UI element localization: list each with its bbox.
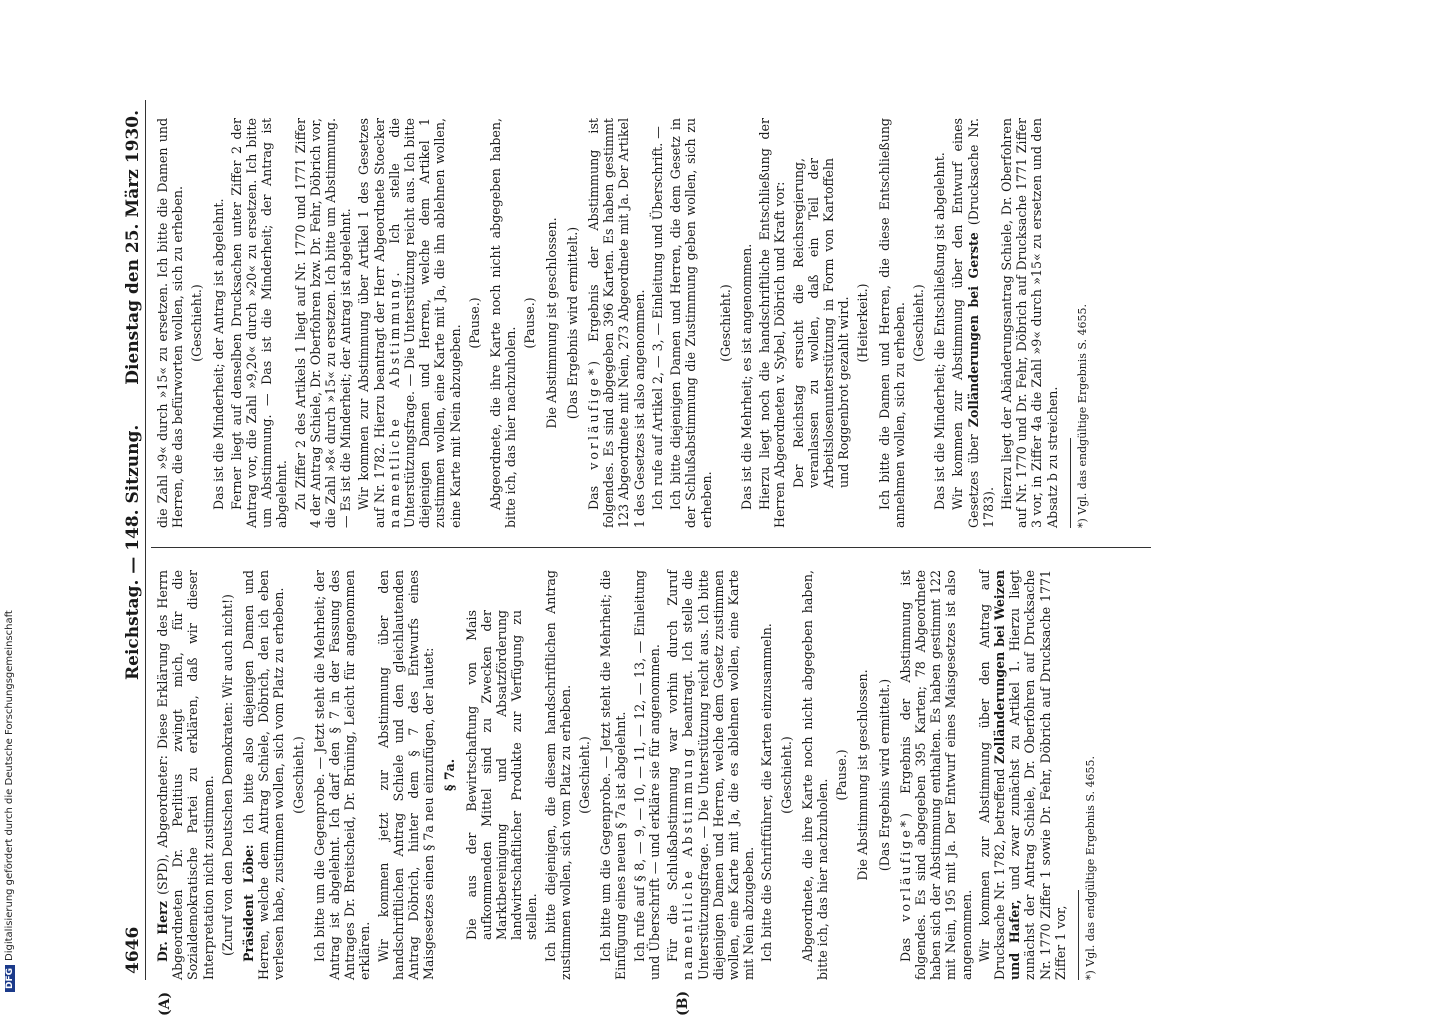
stage-direction: (Geschieht.) bbox=[717, 284, 733, 362]
left-column bbox=[155, 570, 1101, 980]
paragraph: Ich bitte die Schriftführer, die Karten einzusammeln. bbox=[759, 623, 775, 962]
paragraph: Das vorläufige*) Ergebnis der Abstimmung ist folgendes. Es sind abgegeben 396 Karten. Es haben gestimmt 123 Abgeordnete mit Nein, 273 Abgeordnete mit Ja. Der Artikel 1 des Gesetzes ist also angenommen. bbox=[586, 118, 647, 528]
margin-marker-b: (B) bbox=[675, 990, 691, 1016]
paragraph: Das vorläufige*) Ergebnis der Abstimmung ist folgendes. Es sind abgegeben 395 Karten; 78 Abgeordnete haben sich der Abstimmung enthalten. Es haben gestimmt 122 mit Nein, 195 mit Ja. Der Entwurf eines Maisgesetzes ist also angenommen. bbox=[897, 570, 974, 980]
paragraph: Für die Schlußabstimmung war vorhin durch Zuruf namentliche Abstimmung beantragt. Ich stelle die Unterstützungsfrage. — Die Unterstützung reicht aus. Ich bitte diejenigen Damen und Herren, welche dem Gesetz zustimmen wollen, eine Karte mit Ja, die es ablehnen wollen, eine Karte mit Nein abzugeben. bbox=[665, 570, 757, 980]
quoted-motion: Die aus der Bewirtschaftung von Mais aufkommenden Mittel sind zu Zwecken der Marktbereinigung und Absatzförderung landwirtschaftlicher Produkte zur Verfügung zu stellen. bbox=[463, 610, 540, 940]
paragraph: Wir kommen jetzt zur Abstimmung über den handschriftlichen Antrag Schiele und den gleichlautenden Antrag Döbrich, hinter dem § 7 des Entwurfs eines Maisgesetzes einen § 7a neu einzufügen, der lautet: bbox=[375, 570, 437, 980]
paragraph: Ich bitte um die Gegenprobe. — Jetzt steht die Mehrheit; die Einfügung eines neuen § 7a ist abgelehnt. bbox=[598, 570, 629, 980]
paragraph: Hierzu liegt noch die handschriftliche Entschließung der Herren Abgeordneten v. Sybel, Döbrich und Kraft vor: bbox=[757, 118, 788, 528]
header-rule bbox=[145, 100, 146, 980]
paragraph: Das ist die Mehrheit; es ist angenommen. bbox=[738, 243, 754, 510]
paragraph: Wir kommen zur Abstimmung über den Antrag auf Drucksache Nr. 1782, betreffend Zolländerungen bei Weizen und Hafer, und zwar zunächst zu Artikel 1. Hierzu liegt zunächst der Antrag Schiele, Dr. Oberfohren auf Drucksache Nr. 1770 Ziffer 1 sowie Dr. Fehr, Döbrich auf Drucksache 1771 Ziffer 1 vor, bbox=[976, 570, 1068, 980]
speaker-name: Präsident Löbe: bbox=[241, 844, 257, 962]
right-column bbox=[155, 118, 1093, 528]
paragraph: Präsident Löbe: Ich bitte also diejenigen Damen und Herren, welche dem Antrag Schiele, Döbrich, den ich eben verlesen habe, zustimmen wollen, sich vom Platz zu erheben. bbox=[241, 570, 287, 980]
paragraph: Dr. Herz (SPD), Abgeordneter: Diese Erklärung des Herrn Abgeordneten Dr. Perlitius zwingt mich, für die Sozialdemokratische Partei zu erklären, daß wir dieser Interpretation nicht zustimmen. bbox=[155, 570, 216, 980]
stage-direction: (Pause.) bbox=[522, 297, 538, 349]
column-divider bbox=[151, 547, 1151, 548]
stage-direction: (Geschieht.) bbox=[189, 284, 205, 362]
paragraph: Ich bitte diejenigen Damen und Herren, die dem Gesetz in der Schlußabstimmung die Zustimmung geben wollen, sich zu erheben. bbox=[668, 118, 714, 528]
session-date: Dienstag den 25. März 1930. bbox=[123, 110, 143, 385]
stage-direction: (Heiterkeit.) bbox=[855, 283, 871, 363]
running-title: Reichstag. — 148. Sitzung. bbox=[123, 424, 143, 680]
paragraph: Abgeordnete, die ihre Karte noch nicht abgegeben haben, bitte ich, das hier nachzuholen. bbox=[799, 570, 830, 980]
footnote: *) Vgl. das endgültige Ergebnis S. 4655. bbox=[1075, 303, 1089, 528]
paragraph: Ich rufe auf § 8, — 9, — 10, — 11, — 12, — 13, — Einleitung und Überschrift — und erkläre sie für angenommen. bbox=[631, 570, 662, 980]
stage-direction: (Geschieht.) bbox=[290, 736, 306, 814]
quoted-resolution: Der Reichstag ersucht die Reichsregierung, veranlassen zu wollen, daß ein Teil der Arbeitslosenunterstützung in Form von Kartoffeln und Roggenbrot gezahlt wird. bbox=[790, 158, 852, 488]
paragraph: Hierzu liegt der Abänderungsantrag Schiele, Dr. Oberfohren auf Nr. 1770 und Dr. Fehr, Döbrich auf Drucksache 1771 Ziffer 3 vor, in Ziffer 4a die Zahl »9« durch »15« zu ersetzen und den Absatz b zu streichen. bbox=[998, 118, 1060, 528]
footnote-rule bbox=[1070, 438, 1071, 528]
stage-direction: (Pause.) bbox=[834, 749, 850, 801]
dfg-logo-icon: DFG bbox=[5, 965, 15, 992]
paragraph: Ich rufe auf Artikel 2, — 3, — Einleitung und Überschrift. — bbox=[649, 126, 665, 510]
footnote: *) Vgl. das endgültige Ergebnis S. 4655. bbox=[1083, 755, 1097, 980]
stage-direction: (Geschieht.) bbox=[778, 736, 794, 814]
paragraph: Ich bitte diejenigen, die diesem handschriftlichen Antrag zustimmen wollen, sich vom Platz zu erheben. bbox=[542, 570, 573, 980]
paragraph: Wir kommen zur Abstimmung über den Entwurf eines Gesetzes über Zolländerungen bei Gerste (Drucksache Nr. 1783). bbox=[950, 118, 996, 528]
speaker-name: Dr. Herz bbox=[155, 901, 170, 962]
footnote-rule bbox=[1078, 890, 1079, 980]
paragraph: die Zahl »9« durch »15« zu ersetzen. Ich bitte die Damen und Herren, die das befürworten wollen, sich zu erheben. bbox=[155, 118, 186, 528]
paragraph: Wir kommen zur Abstimmung über Artikel 1 des Gesetzes auf Nr. 1782. Hierzu beantragt der Herr Abgeordnete Stoecker namentliche Abstimmung. Ich stelle die Unterstützungsfrage. — Die Unterstützung reicht aus. Ich bitte diejenigen Damen und Herren, welche dem Artikel 1 zustimmen wollen, eine Karte mit Ja, die ihn ablehnen wollen, eine Karte mit Nein abzugeben. bbox=[356, 118, 463, 528]
funding-credit bbox=[4, 610, 15, 992]
paragraph: Ich bitte um die Gegenprobe. — Jetzt steht die Mehrheit; der Antrag ist abgelehnt. Ich darf den § 7 in der Fassung des Antrages Dr. Breitscheid, Dr. Brüning, Leicht für angenommen erklären. bbox=[311, 570, 373, 980]
announcement: Die Abstimmung ist geschlossen. bbox=[543, 217, 559, 429]
stage-direction: (Geschieht.) bbox=[577, 736, 593, 814]
funding-credit-text: Digitalisierung gefördert durch die Deutsche Forschungsgemeinschaft bbox=[4, 610, 15, 961]
paragraph: Ferner liegt auf denselben Drucksachen unter Ziffer 2 der Antrag vor, die Zahl »9,20« durch »20« zu ersetzen. Ich bitte um Abstimmung. — Das ist die Minderheit; der Antrag ist abgelehnt. bbox=[228, 118, 290, 528]
stage-direction: (Pause.) bbox=[466, 297, 482, 349]
paragraph: Zu Ziffer 2 des Artikels 1 liegt auf Nr. 1770 und 1771 Ziffer 4 der Antrag Schiele, Dr. Oberfohren bzw. Dr. Fehr, Döbrich vor, die Zahl »8« durch »15« zu ersetzen. Ich bitte um Abstimmung. — Es ist die Minderheit; der Antrag ist abgelehnt. bbox=[292, 118, 354, 528]
section-heading: § 7a. bbox=[442, 758, 458, 792]
page-number: 4646 bbox=[123, 926, 143, 974]
paragraph: Das ist die Minderheit; der Antrag ist abgelehnt. bbox=[210, 198, 226, 510]
stage-direction: (Das Ergebnis wird ermittelt.) bbox=[876, 678, 892, 872]
announcement: Die Abstimmung ist geschlossen. bbox=[855, 669, 871, 881]
rotated-page bbox=[115, 100, 1315, 1016]
paragraph: Das ist die Minderheit; die Entschließung ist abgelehnt. bbox=[932, 152, 948, 510]
margin-marker-a: (A) bbox=[157, 991, 173, 1016]
interjection: (Zuruf von den Deutschen Demokraten: Wir auch nicht!) bbox=[219, 594, 235, 956]
stage-direction: (Das Ergebnis wird ermittelt.) bbox=[564, 226, 580, 420]
stage-direction: (Geschieht.) bbox=[910, 284, 926, 362]
paragraph: Abgeordnete, die ihre Karte noch nicht abgegeben haben, bitte ich, das hier nachzuholen. bbox=[488, 118, 519, 528]
paragraph: Ich bitte die Damen und Herren, die diese Entschließung annehmen wollen, sich zu erheben. bbox=[876, 118, 907, 528]
